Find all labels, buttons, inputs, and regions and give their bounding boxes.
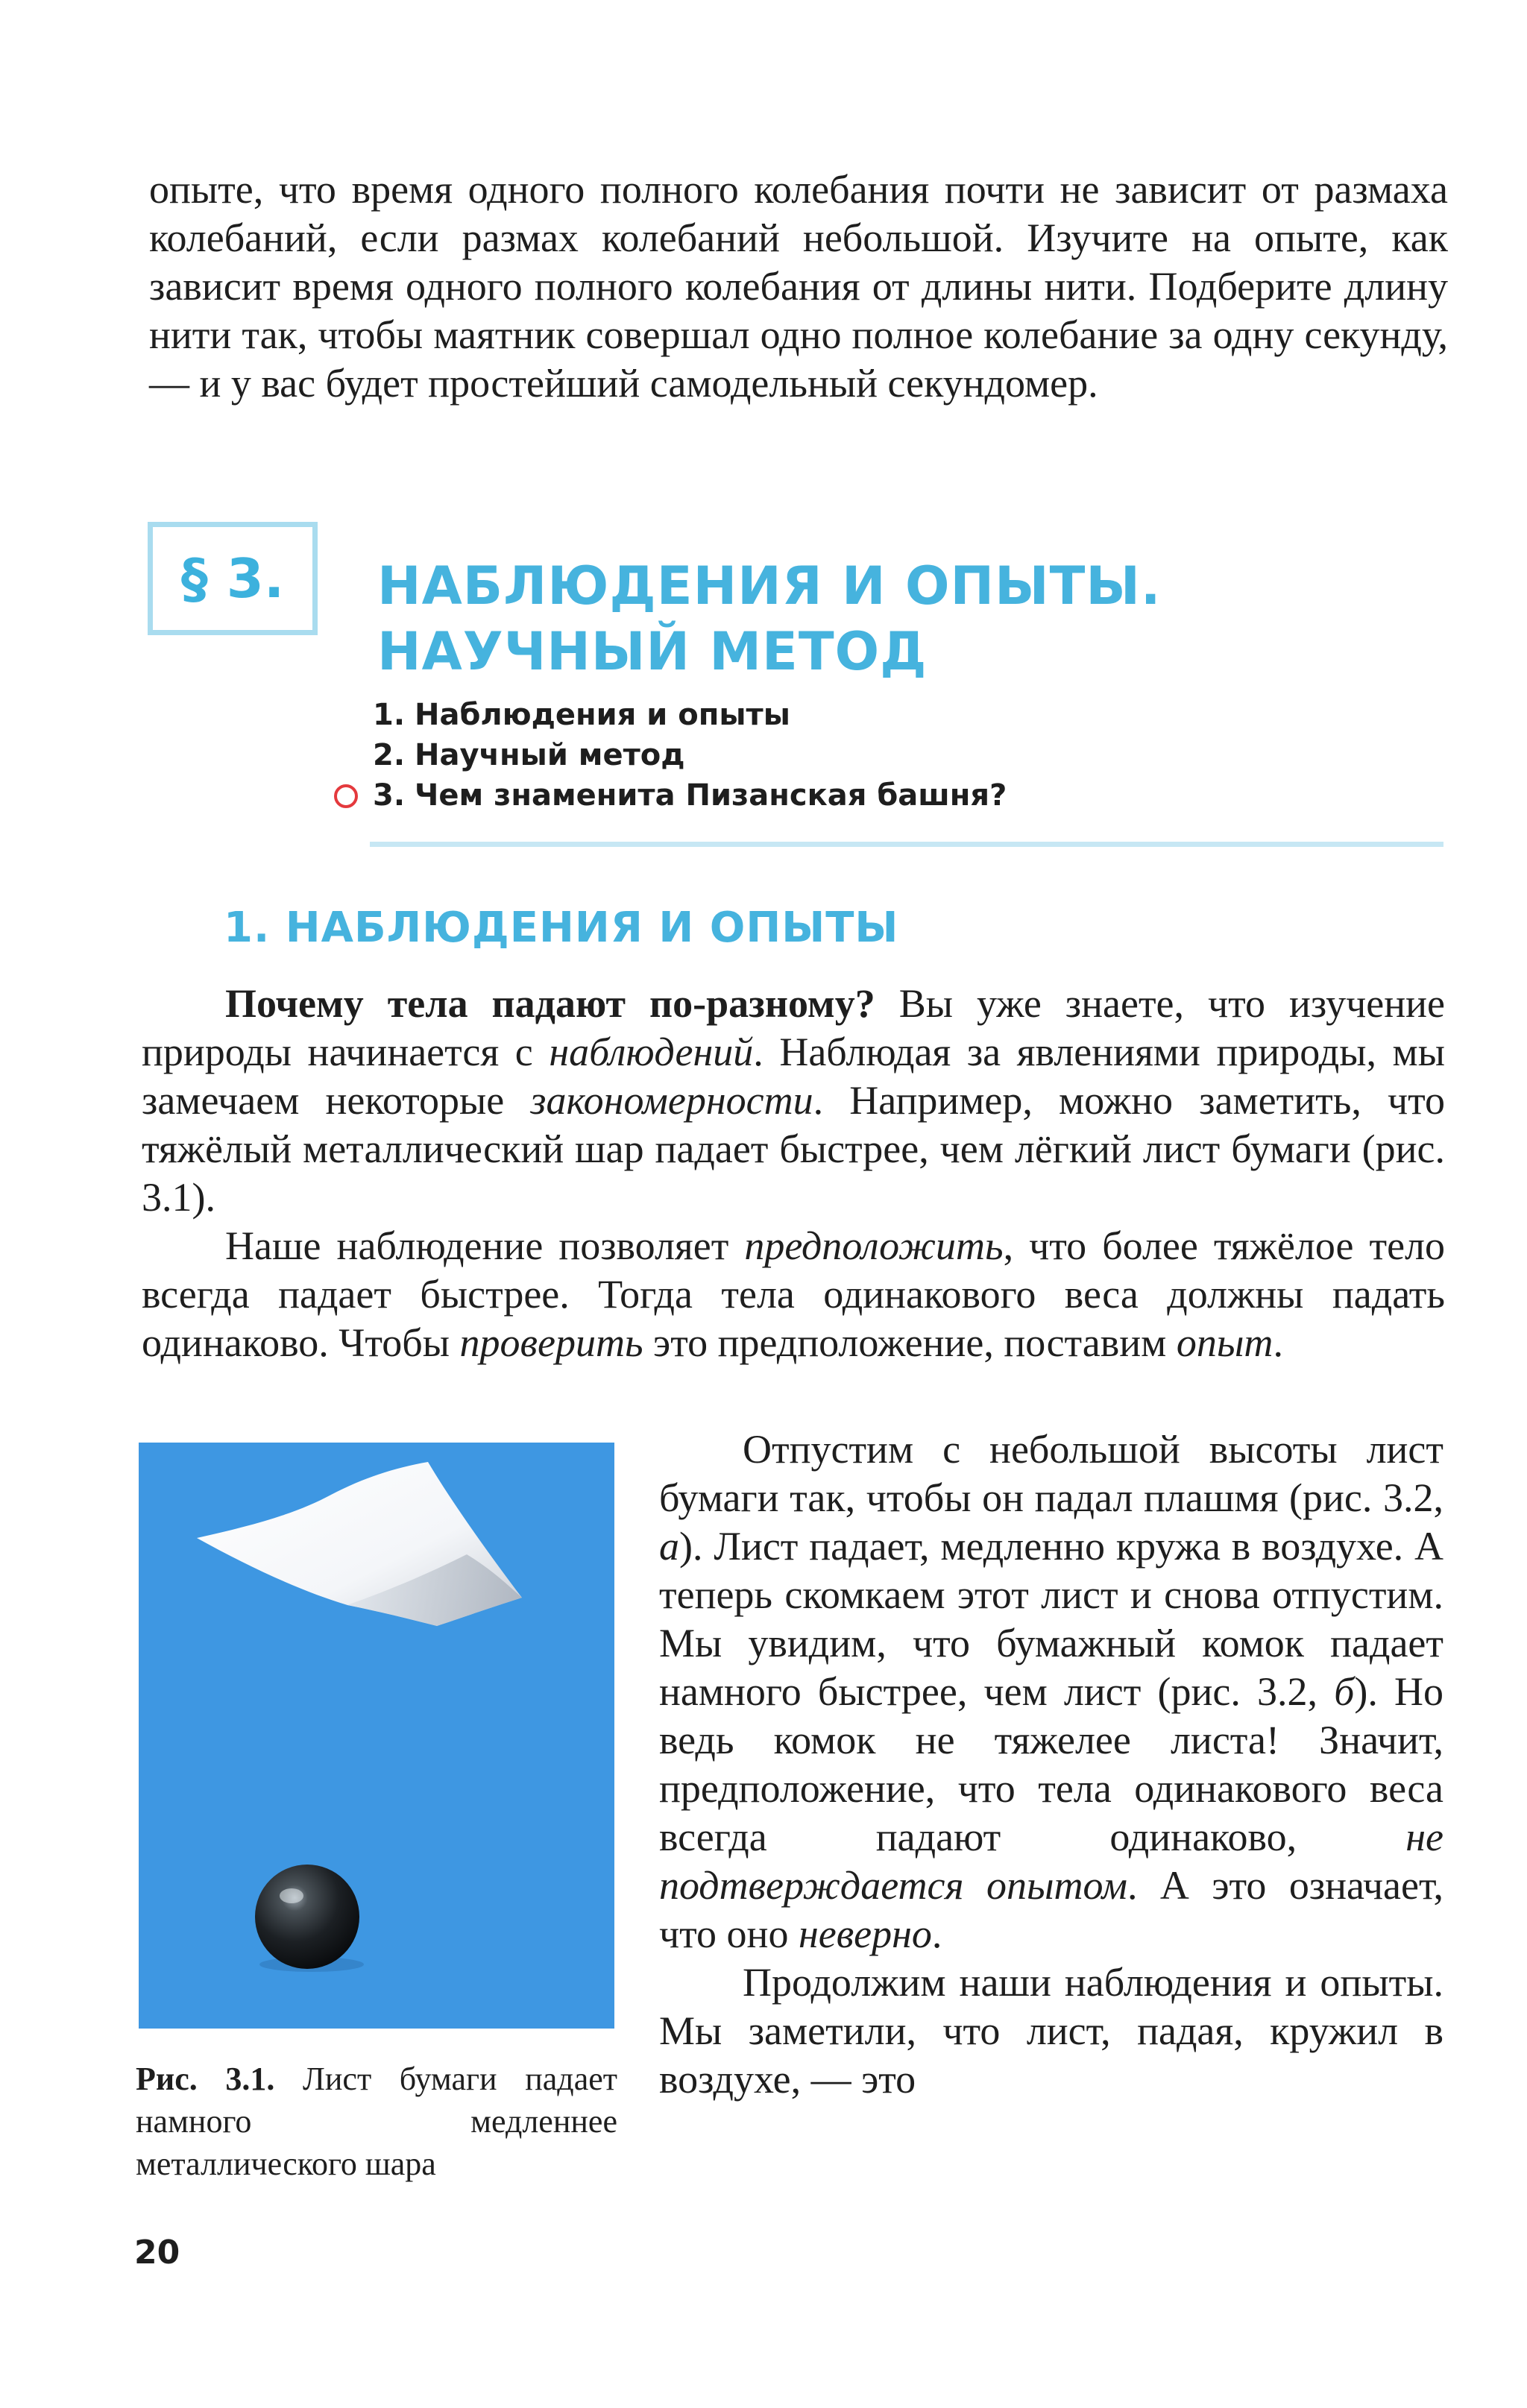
paragraph-text: это предположение, поставим (643, 1320, 1177, 1365)
section-divider (370, 842, 1443, 847)
paragraph-text: Вы уже знаете, что изучение природы начинается с (142, 981, 1445, 1074)
contents-item-scientific-method (373, 735, 1417, 775)
main-text (142, 980, 1445, 1367)
right-column-text (659, 1425, 1443, 2104)
section-title-line-2: НАУЧНЫЙ МЕТОД (377, 621, 928, 682)
subsection-title: 1. НАБЛЮДЕНИЯ И ОПЫТЫ (224, 904, 899, 952)
emphasis-text: б (1334, 1669, 1355, 1714)
contents-item-label: Наблюдения и опыты (415, 698, 790, 732)
emphasis-text: а (659, 1524, 679, 1569)
paragraph-hypothesis (142, 1222, 1445, 1367)
page-number: 20 (134, 2234, 180, 2272)
contents-item-label: Чем знаменита Пизанская башня? (415, 778, 1007, 813)
paragraph-continue-observations: Продолжим наши наблюдения и опыты. Мы заметили, что лист, падая, кружил в воздухе, — это (659, 1960, 1443, 2102)
paragraph-text: ). Лист падает, медленно кружа в воздухе. А теперь скомкаем этот лист и снова отпустим. Мы увидим, что бумажный комок падает намного быстрее, чем лист (рис. 3.2, (659, 1524, 1443, 1714)
paragraph-paper-experiment (659, 1425, 1443, 1958)
figure-caption-text: Лист бумаги падает намного медленнее металлического шара (136, 2061, 617, 2182)
paragraph-text: ). Но ведь комок не тяжелее листа! Значит, предположение, что тела одинакового веса всегда падают одинаково, (659, 1669, 1443, 1859)
falling-paper-and-ball-illustration (139, 1443, 614, 2029)
emphasis-text: не подтверждается опытом (659, 1815, 1443, 1908)
contents-item-number: 3. (373, 778, 406, 813)
metal-ball-highlight (280, 1888, 303, 1903)
circle-marker-icon (334, 784, 358, 808)
figure-caption-label: Рис. 3.1. (136, 2061, 275, 2097)
emphasis-text: наблюдений (549, 1030, 754, 1074)
paragraph-text: . Наблюдая за явлениями природы, мы замечаем некоторые (142, 1030, 1445, 1123)
emphasis-text: предположить (744, 1223, 1004, 1268)
paragraph-text: Наше наблюдение позволяет (225, 1223, 745, 1268)
figure-3-1-image (139, 1443, 614, 2029)
intro-paragraph: опыте, что время одного полного колебания почти не зависит от размаха колебаний, если размах колебаний небольшой. Изучите на опыте, как зависит время одного полного колебания от длины нити. Подберите длину нити так, чтобы маятник совершал одно полное колебание за одну секунду, — и у вас будет простейший самодельный секундомер. (149, 167, 1448, 406)
metal-ball-shape (255, 1865, 359, 1969)
contents-item-label: Научный метод (415, 738, 685, 772)
contents-item-number: 1. (373, 698, 406, 732)
contents-item-number: 2. (373, 738, 406, 772)
emphasis-text: закономерности (530, 1078, 813, 1123)
section-title-line-1: НАБЛЮДЕНИЯ И ОПЫТЫ. (377, 555, 1162, 617)
paragraph-lead-question: Почему тела падают по-разному? (225, 981, 875, 1026)
paragraph-text: . А это означает, что оно (659, 1863, 1443, 1956)
paragraph-falling-bodies (142, 980, 1445, 1222)
contents-item-observations (373, 695, 1417, 735)
emphasis-text: проверить (459, 1320, 643, 1365)
section-title (377, 553, 1421, 684)
figure-caption (136, 2058, 617, 2185)
paragraph-text: . (931, 1911, 942, 1956)
paragraph-text: . Например, можно заметить, что тяжёлый металлический шар падает быстрее, чем лёгкий лист бумаги (рис. 3.1). (142, 1078, 1445, 1220)
section-number: § 3. (180, 547, 285, 610)
contents-item-pisa-tower (373, 775, 1417, 816)
emphasis-text: опыт (1176, 1320, 1273, 1365)
section-number-badge (148, 522, 318, 635)
emphasis-text: неверно (798, 1911, 932, 1956)
paragraph-text: , что более тяжёлое тело всегда падает быстрее. Тогда тела одинакового веса должны падать одинаково. Чтобы (142, 1223, 1445, 1365)
paragraph-text: Отпустим с небольшой высоты лист бумаги так, чтобы он падал плашмя (рис. 3.2, (659, 1427, 1443, 1520)
section-contents-list (373, 695, 1417, 816)
paragraph-text: . (1273, 1320, 1283, 1365)
